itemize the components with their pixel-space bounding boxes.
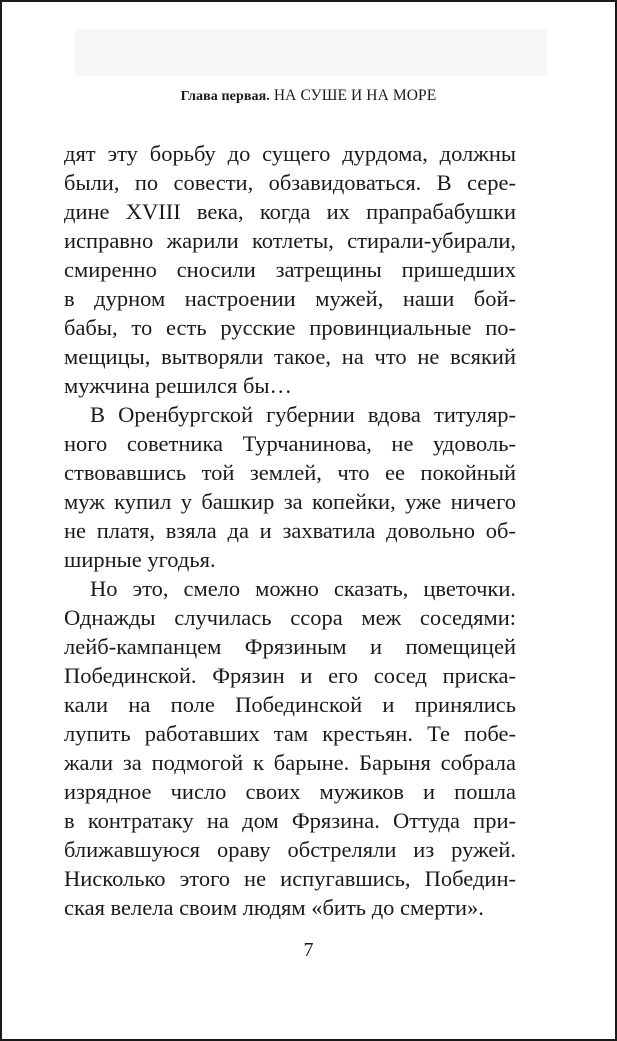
text-line: не платя, взяла да и захватила довольно об- xyxy=(64,518,516,543)
text-line: лупить работавших там крестьян. Те побе- xyxy=(64,721,516,746)
text-line: в контратаку на дом Фрязина. Оттуда при- xyxy=(64,808,516,833)
text-line: ствовавшись той землей, что ее покойный xyxy=(64,460,516,485)
text-line: ближавшуюся ораву обстреляли из ружей. xyxy=(64,837,516,862)
chapter-title: НА СУШЕ И НА МОРЕ xyxy=(273,87,437,104)
page-number: 7 xyxy=(303,939,314,961)
text-line: в дурном настроении мужей, наши бой- xyxy=(64,286,516,311)
paragraph xyxy=(64,400,516,574)
text-line: ширные угодья. xyxy=(64,547,216,572)
text-line: Побединской. Фрязин и его сосед приска- xyxy=(64,663,516,688)
text-line: кали на поле Побединской и принялись xyxy=(64,692,516,717)
watermark-band xyxy=(75,29,547,76)
text-line: муж купил у башкир за копейки, уже ничего xyxy=(64,489,516,514)
text-line: смиренно сносили затрещины пришедших xyxy=(64,257,516,282)
paragraph xyxy=(64,139,516,400)
text-line: дят эту борьбу до сущего дурдома, должны xyxy=(64,141,516,166)
paragraph xyxy=(64,574,516,922)
text-line: были, по совести, обзавидоваться. В сере- xyxy=(64,170,516,195)
text-line: лейб-кампанцем Фрязиным и помещицей xyxy=(64,634,516,659)
chapter-label: Глава первая. xyxy=(180,89,270,104)
text-line: мещицы, вытворяли такое, на что не всякий xyxy=(64,344,516,369)
text-line: мужчина решился бы… xyxy=(64,373,293,398)
running-head xyxy=(2,87,615,105)
text-line: исправно жарили котлеты, стирали-убирали, xyxy=(64,228,516,253)
text-line: Но это, смело можно сказать, цветочки. xyxy=(90,576,516,601)
text-line: Нисколько этого не испугавшись, Победин- xyxy=(64,866,516,891)
text-line: дине XVIII века, когда их прапрабабушки xyxy=(64,199,516,224)
text-line: изрядное число своих мужиков и пошла xyxy=(64,779,516,804)
text-line: бабы, то есть русские провинциальные по- xyxy=(64,315,516,340)
text-line: ская велела своим людям «бить до смерти». xyxy=(64,895,484,920)
text-line: Однажды случилась ссора меж соседями: xyxy=(64,605,516,630)
body-text xyxy=(64,139,516,922)
text-line: жали за подмогой к барыне. Барыня собрала xyxy=(64,750,516,775)
text-line: В Оренбургской губернии вдова титуляр- xyxy=(90,402,516,427)
text-line: ного советника Турчанинова, не удоволь- xyxy=(64,431,516,456)
